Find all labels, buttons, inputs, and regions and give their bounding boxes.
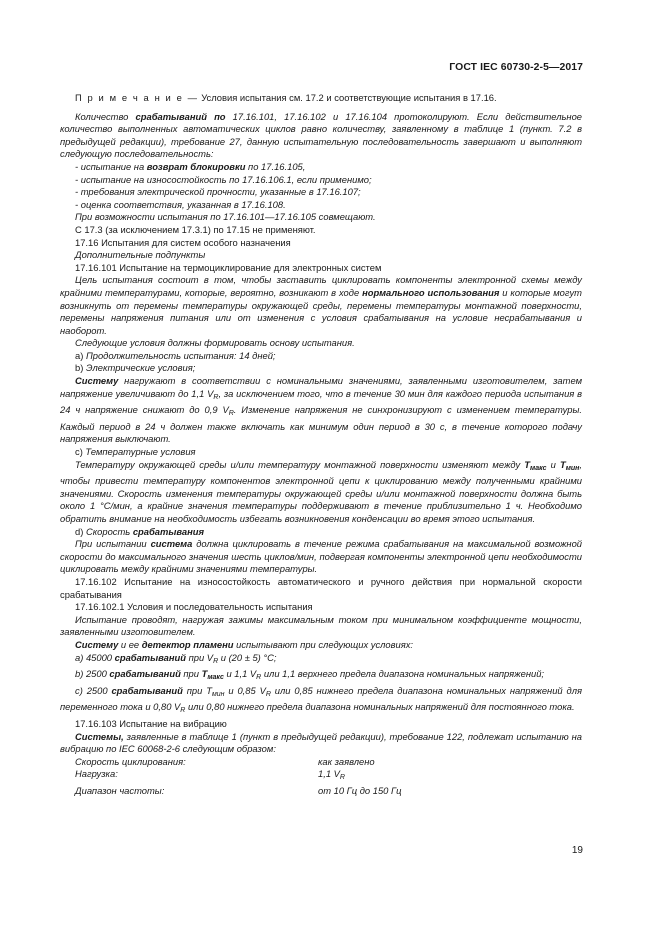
term: система [150, 538, 193, 550]
symbol: T [201, 668, 208, 680]
list-item [60, 362, 582, 375]
term: нормального использования [362, 286, 500, 298]
text-run: Температуру окружающей среды и/или температуру монтажной поверхности изменяют между [75, 458, 525, 470]
section-heading: 17.16.102 Испытание на износостойкость автоматического и ручного действия при нормальной скорости срабатывания [60, 575, 582, 600]
text-run: при T [182, 684, 212, 696]
test-param-row [60, 756, 582, 769]
note [60, 92, 582, 105]
paragraph: При возможности испытания по 17.16.101—17.16.105 совмещают. [75, 211, 376, 223]
subscript: R [213, 657, 219, 665]
text-run: a) 45000 [75, 651, 115, 663]
note-label: П р и м е ч а н и е — [75, 92, 199, 103]
subscript: R [339, 774, 345, 782]
symbol: T [559, 458, 566, 470]
test-param-row [60, 768, 582, 785]
text-run: или 0,80 нижнего предела диапазона номинальных напряжений для постоянного тока. [185, 701, 575, 713]
text-run: b) 2500 [75, 668, 110, 680]
text-run: и 0,85 V [224, 684, 266, 696]
text-run: по 17.16.105, [245, 160, 306, 172]
term: срабатываний [114, 651, 187, 663]
paragraph: С 17.3 (за исключением 17.3.1) по 17.15 не применяют. [75, 223, 316, 235]
list-item: - требования электрической прочности, указанные в 17.16.107; [75, 186, 361, 198]
list-item [60, 685, 582, 718]
list-item: - испытание на износостойкость по 17.16.106.1, если применимо; [75, 173, 372, 185]
subscript: макс [530, 464, 547, 472]
text-run: Цель испытания состоит в том, чтобы заставить циклировать компоненты электронной схемы между крайними температурами, которые, вероятно, возникают в ходе [60, 274, 582, 298]
text-run: должна циклировать в течение режима срабатывания на максимальной возможной скорости до максимального значения шесть циклов/мин, подвергая компоненты электронной цепи необходимости циклировать между крайними значениями температуры. [60, 538, 582, 575]
text-run: Скорость [85, 525, 133, 537]
text-run: 17.16.101, 17.16.102 и 17.16.104 протоколируют. Если действительное количество выполненных автоматических циклов равно количеству, заявленному в таблице 1 (пункт. 7.2 в предыдущей редакции), требование 27, данную испытательную последовательность завершают и выполняют следующую последовательность: [60, 110, 583, 160]
paragraph [60, 731, 582, 756]
subscript: мин [565, 464, 580, 472]
text-run: и (20 ± 5) °С; [218, 651, 277, 663]
list-item [60, 161, 582, 174]
text-run: . Изменение напряжения не синхронизируют с изменением температуры. Каждый период в 24 ч должен также включать как минимум один период в 30 с, в течение которого подачу напряжения выключают. [60, 404, 583, 445]
paragraph [60, 375, 582, 446]
subscript: R [180, 707, 186, 715]
subscript: R [265, 690, 271, 698]
paragraph [60, 459, 582, 526]
text-run: при V [186, 651, 214, 663]
note-text: Условия испытания см. 17.2 и соответствующие испытания в 17.16. [201, 92, 497, 103]
section-heading: 17.16.103 Испытание на вибрацию [75, 717, 227, 729]
page-number: 19 [571, 845, 583, 856]
text-run: испытывают при следующих условиях: [233, 638, 414, 650]
term: срабатываний по [135, 110, 226, 122]
param-value: от 10 Гц до 150 Гц [318, 784, 402, 796]
subscript: R [228, 410, 234, 418]
text-run: - испытание на [75, 160, 147, 172]
term: детектор пламени [141, 638, 234, 650]
param-value [318, 768, 345, 785]
text-run: Температурные условия [85, 446, 196, 458]
text-run: нагружают в соответствии с номинальными значениями, заявленными изготовителем, затем напряжение увеличивают до 1,1 V [60, 375, 582, 399]
list-marker: a) [75, 349, 86, 361]
text-run: Количество [75, 110, 136, 122]
text-run: при [180, 668, 202, 680]
text-run: c) 2500 [75, 684, 112, 696]
paragraph: Испытание проводят, нагружая зажимы максимальным током при минимальном коэффициенте мощности, заявленными изготовителем. [60, 613, 582, 638]
term: возврат блокировки [146, 160, 246, 172]
list-marker: d) [75, 525, 86, 537]
text-run: или 1,1 верхнего предела диапазона номинальных напряжений; [261, 668, 545, 680]
subheading: Дополнительные подпункты [75, 249, 206, 261]
text-run: 1,1 V [318, 768, 340, 780]
term: срабатываний [109, 668, 181, 680]
text-run: Продолжительность испытания: 14 дней; [85, 349, 276, 361]
list-item [60, 350, 582, 363]
subscript: R [213, 393, 219, 401]
text-run: Электрические условия; [85, 362, 196, 374]
list-item [60, 526, 582, 539]
paragraph: Следующие условия должны формировать основу испытания. [75, 337, 355, 349]
list-marker: b) [75, 362, 86, 374]
term: срабатываний [111, 684, 183, 696]
text-run: заявленные в таблице 1 (пункт в предыдущей редакции), требование 122, подлежат испытанию на вибрацию по IEC 60068-2-6 следующим образом: [60, 730, 582, 755]
list-item [60, 446, 582, 459]
list-item [60, 652, 582, 669]
paragraph [60, 639, 582, 652]
term: Системы, [75, 730, 124, 742]
list-item: - оценка соответствия, указанная в 17.16.108. [75, 198, 286, 210]
section-heading: 17.16.102.1 Условия и последовательность испытания [75, 601, 313, 613]
subscript: мин [211, 690, 225, 698]
text-run: , за исключением того, что в течение 30 мин для каждого периода испытания в 24 ч напряжение снижают до 0,9 V [60, 387, 583, 416]
param-value: как заявлено [318, 755, 375, 767]
term: срабатывания [132, 525, 205, 537]
text-run: или 0,85 нижнего предела диапазона номинальных напряжений для переменного тока и 0,80 V [60, 684, 582, 713]
section-heading: 17.16.101 Испытание на термоциклирование для электронных систем [75, 261, 382, 273]
page-content [60, 92, 582, 797]
list-marker: c) [75, 446, 86, 458]
param-name: Скорость циклирования: [75, 755, 186, 767]
text-run: и 1,1 V [223, 668, 257, 680]
text-run: и ее [118, 638, 142, 650]
term: Систему [75, 375, 119, 387]
paragraph [60, 274, 582, 337]
paragraph-count [60, 111, 582, 161]
symbol: T [524, 458, 531, 470]
term: Систему [75, 638, 119, 650]
section-heading: 17.16 Испытания для систем особого назначения [75, 236, 291, 248]
standard-header: ГОСТ IEC 60730-2-5—2017 [449, 62, 583, 73]
text-run: , чтобы привести температуру компонентов электронной цепи к циклированию между полученными крайними значениями. Скорость изменения температуры окружающей среды и/или монтажной поверхности должна быть около 1 °С/мин, а крайние значения температуры поддерживают в течение приблизительно 1 ч. Необходимо обратить внимание на необходимость избегать возникновения конденсации во время этого испытания. [60, 458, 582, 524]
text-run: и которые могут возникнуть от перемены температуры окружающей среды, перемены температуры монтажной поверхности, перемены напряжения питания или от изменения с условия срабатывания на условие несрабатывания и наоборот. [60, 286, 582, 336]
param-name: Нагрузка: [75, 768, 118, 780]
list-item [60, 668, 582, 685]
text-run: При испытании [75, 538, 151, 550]
param-name: Диапазон частоты: [75, 784, 165, 796]
paragraph [60, 538, 582, 576]
subscript: макс [207, 674, 224, 682]
subscript: R [256, 674, 262, 682]
test-param-row [60, 785, 582, 798]
text-run: и [546, 458, 560, 470]
